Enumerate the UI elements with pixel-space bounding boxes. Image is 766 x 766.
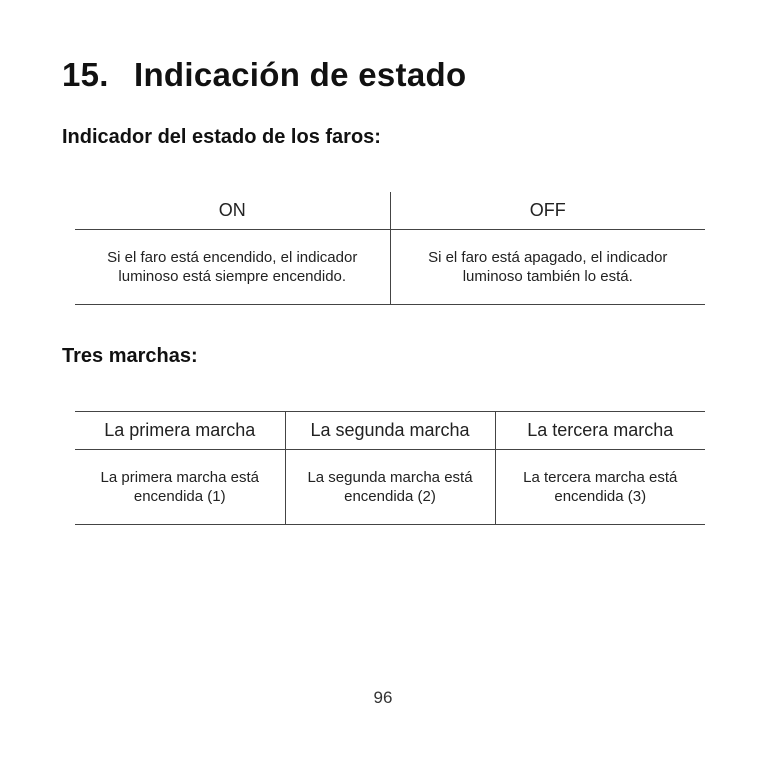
gears-heading: Tres marchas: <box>62 345 198 367</box>
cell-off-description: Si el faro está apagado, el indicador luminoso también lo está. <box>390 230 705 305</box>
table-row <box>75 450 705 525</box>
cell-second-gear: La segunda marcha está encendida (2) <box>285 450 495 525</box>
column-header-off: OFF <box>390 192 705 230</box>
page-number: 96 <box>373 688 393 707</box>
cell-first-gear: La primera marcha está encendida (1) <box>75 450 285 525</box>
table-row <box>75 230 705 305</box>
column-header-third-gear: La tercera marcha <box>495 412 705 450</box>
column-header-first-gear: La primera marcha <box>75 412 285 450</box>
headlight-status-table <box>75 192 705 305</box>
column-header-second-gear: La segunda marcha <box>285 412 495 450</box>
gears-table <box>75 411 705 525</box>
cell-third-gear: La tercera marcha está encendida (3) <box>495 450 705 525</box>
section-number: 15. <box>62 56 109 93</box>
section-title-text: Indicación de estado <box>134 56 467 93</box>
headlight-status-heading: Indicador del estado de los faros: <box>62 126 381 148</box>
cell-on-description: Si el faro está encendido, el indicador luminoso está siempre encendido. <box>75 230 390 305</box>
column-header-on: ON <box>75 192 390 230</box>
table-header-row <box>75 192 705 230</box>
table-header-row <box>75 412 705 450</box>
page-title <box>62 56 466 94</box>
